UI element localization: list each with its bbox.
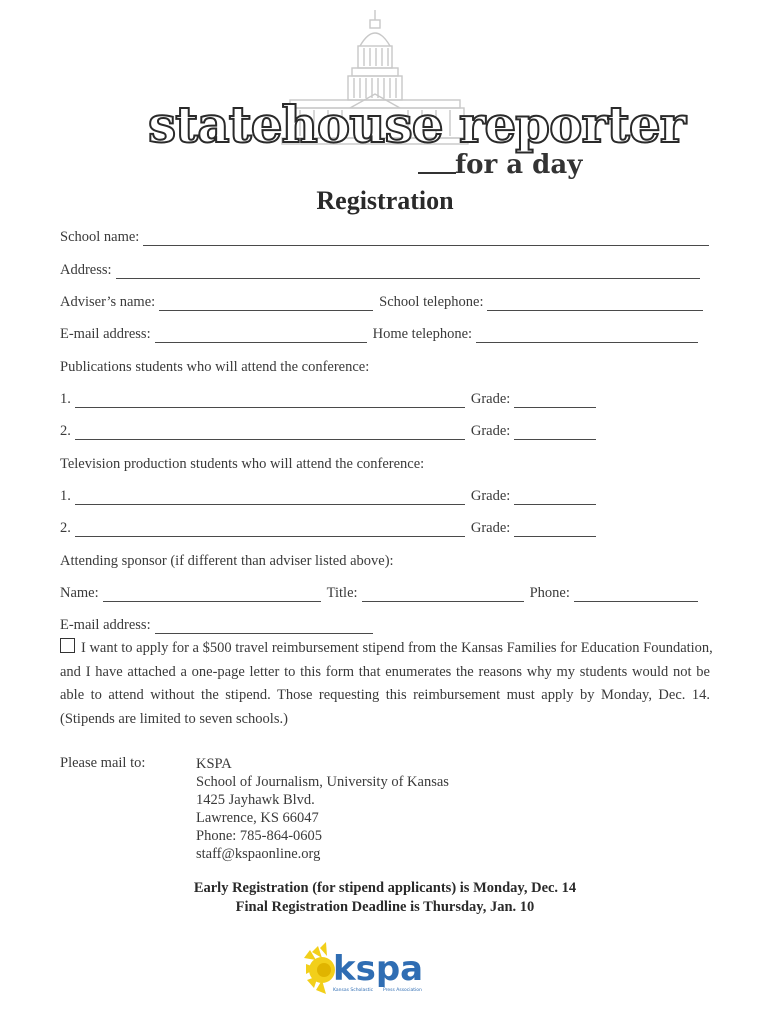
mail-street: 1425 Jayhawk Blvd. xyxy=(196,792,315,808)
sponsor-email-field[interactable] xyxy=(155,619,373,634)
logo-tagline-left: Kansas Scholastic xyxy=(333,988,374,993)
school-name-label: School name: xyxy=(60,229,140,245)
school-telephone-field[interactable] xyxy=(487,296,703,311)
grade-label: Grade: xyxy=(470,488,511,504)
sponsor-email-label: E-mail address: xyxy=(60,617,151,633)
publications-grade-2-field[interactable] xyxy=(514,425,596,440)
school-telephone-label: School telephone: xyxy=(379,294,484,310)
television-heading: Television production students who will attend the conference: xyxy=(60,456,425,472)
logo-text: kspa xyxy=(333,949,424,989)
address-field[interactable] xyxy=(116,264,700,279)
sponsor-row xyxy=(60,584,704,602)
logo-tagline-right: Press Association xyxy=(383,988,422,993)
publications-student-2-field[interactable] xyxy=(75,425,465,440)
student-number: 1. xyxy=(60,488,71,504)
adviser-row xyxy=(60,293,709,311)
sponsor-heading: Attending sponsor (if different than adviser listed above): xyxy=(60,553,394,569)
sponsor-email-row xyxy=(60,616,379,634)
sponsor-title-label: Title: xyxy=(326,585,358,601)
television-grade-2-field[interactable] xyxy=(514,522,596,537)
title-for-a-day: for a day xyxy=(455,150,583,180)
school-name-field[interactable] xyxy=(143,231,709,246)
sponsor-name-label: Name: xyxy=(60,585,99,601)
television-student-2-field[interactable] xyxy=(75,522,465,537)
television-student-2-row xyxy=(60,519,602,537)
mail-city: Lawrence, KS 66047 xyxy=(196,810,319,826)
publications-grade-1-field[interactable] xyxy=(514,393,596,408)
sponsor-name-field[interactable] xyxy=(103,587,321,602)
school-name-row xyxy=(60,228,715,246)
home-telephone-label: Home telephone: xyxy=(372,326,473,342)
stipend-text-line1: I want to apply for a $500 travel reimbursement stipend from the Kansas Families for Education Foundation, xyxy=(81,640,713,656)
address-row xyxy=(60,261,706,279)
grade-label: Grade: xyxy=(470,520,511,536)
email-row xyxy=(60,325,704,343)
stipend-text-rest: and I have attached a one-page letter to this form that enumerates the reasons why my students would not be able to attend without the stipend. Those requesting this reimbursement must apply by Monday, Dec. 14. (Stipends are limited to seven schools.) xyxy=(60,663,710,727)
sunflower-icon xyxy=(304,942,335,994)
sponsor-phone-label: Phone: xyxy=(529,585,570,601)
publications-student-2-row xyxy=(60,422,602,440)
television-student-1-field[interactable] xyxy=(75,490,465,505)
adviser-name-field[interactable] xyxy=(159,296,373,311)
television-student-1-row xyxy=(60,487,602,505)
publications-student-1-row xyxy=(60,390,602,408)
grade-label: Grade: xyxy=(470,391,511,407)
home-telephone-field[interactable] xyxy=(476,328,698,343)
television-grade-1-field[interactable] xyxy=(514,490,596,505)
student-number: 2. xyxy=(60,423,71,439)
television-heading-row xyxy=(60,455,424,473)
mail-email[interactable]: staff@kspaonline.org xyxy=(196,846,321,862)
title-underline xyxy=(418,172,456,174)
address-label: Address: xyxy=(60,262,112,278)
page-title: Registration xyxy=(316,186,454,215)
grade-label: Grade: xyxy=(470,423,511,439)
mail-school: School of Journalism, University of Kansas xyxy=(196,774,449,790)
final-registration-deadline: Final Registration Deadline is Thursday, Jan. 10 xyxy=(235,899,535,915)
adviser-name-label: Adviser’s name: xyxy=(60,294,156,310)
mail-phone: Phone: 785-864-0605 xyxy=(196,828,323,844)
mail-org: KSPA xyxy=(196,756,232,772)
mailing-address xyxy=(196,755,449,863)
student-number: 2. xyxy=(60,520,71,536)
student-number: 1. xyxy=(60,391,71,407)
sponsor-heading-row xyxy=(60,552,394,570)
stipend-paragraph xyxy=(60,637,713,731)
sponsor-phone-field[interactable] xyxy=(574,587,698,602)
kspa-logo xyxy=(300,940,430,1002)
publications-heading-row xyxy=(60,358,369,376)
email-label: E-mail address: xyxy=(60,326,151,342)
early-registration-deadline: Early Registration (for stipend applicants) is Monday, Dec. 14 xyxy=(193,880,577,896)
mail-to-label: Please mail to: xyxy=(60,755,146,771)
sponsor-title-field[interactable] xyxy=(362,587,524,602)
email-field[interactable] xyxy=(155,328,367,343)
title-statehouse-reporter: statehouse reporter xyxy=(148,95,686,154)
publications-student-1-field[interactable] xyxy=(75,393,465,408)
stipend-checkbox[interactable] xyxy=(60,638,75,653)
publications-heading: Publications students who will attend the conference: xyxy=(60,359,370,375)
